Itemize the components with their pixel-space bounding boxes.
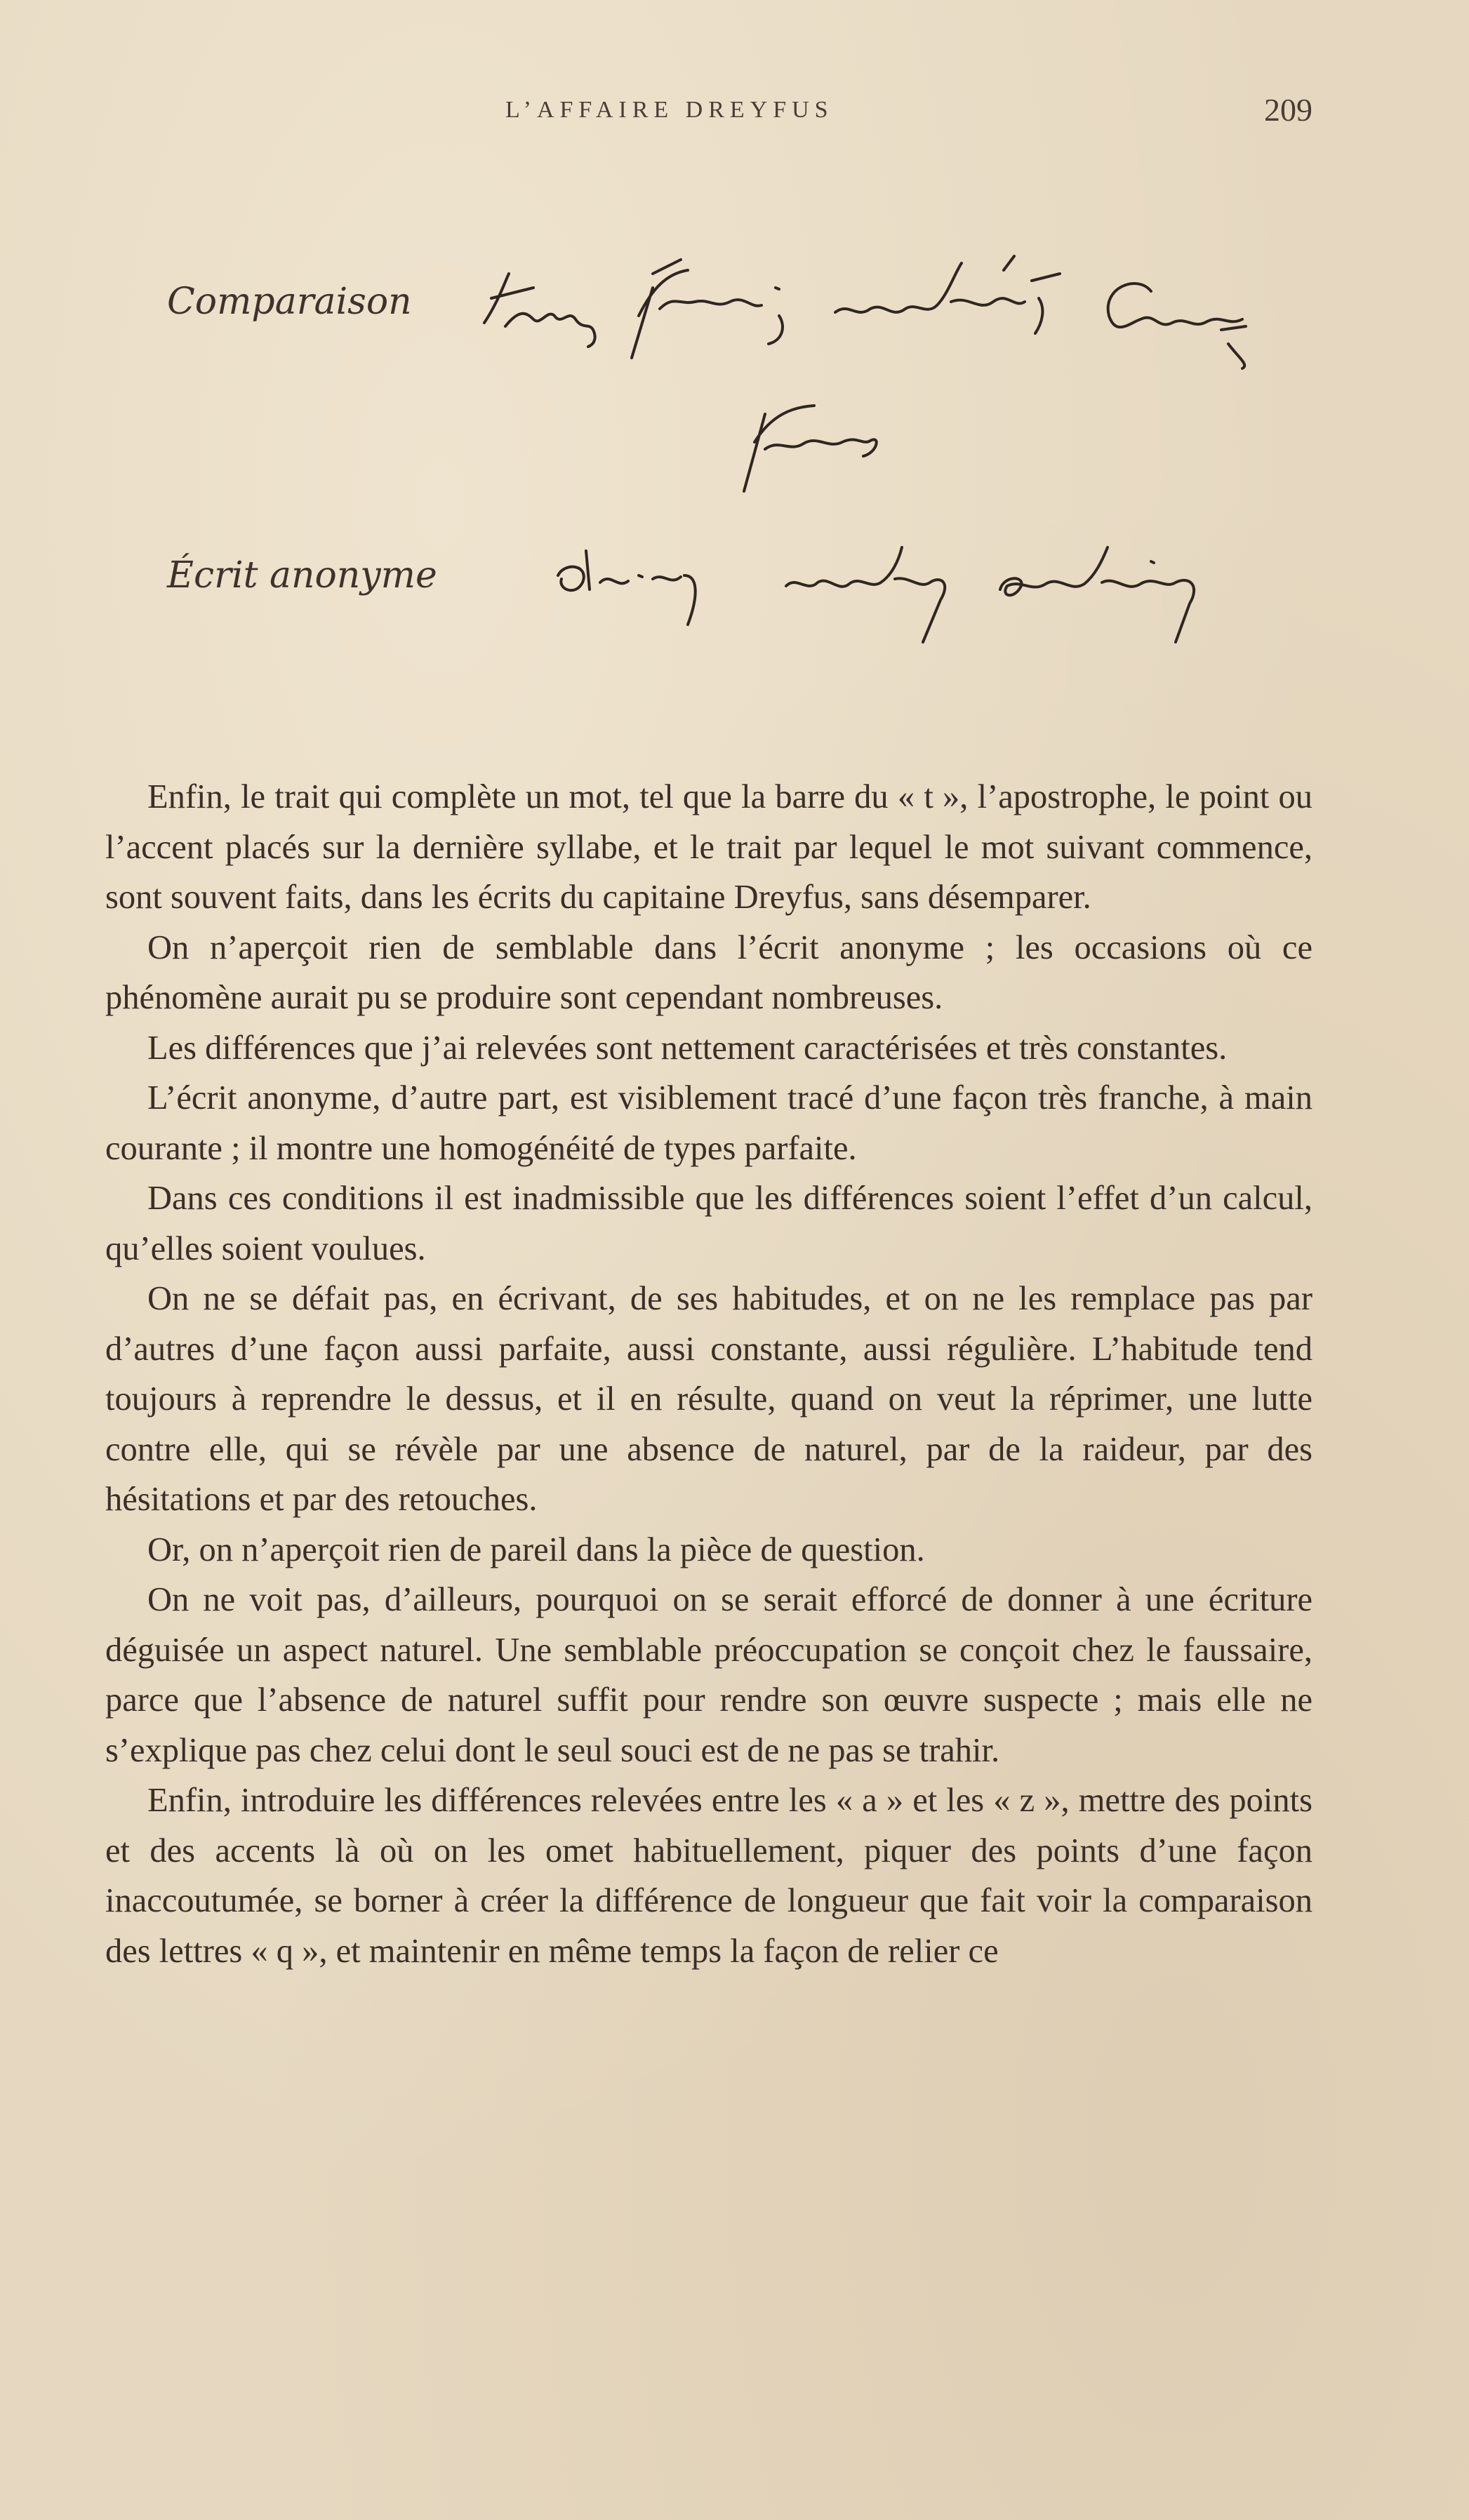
handwriting-sample-comparaison-1 [477,260,604,351]
running-header [105,90,1312,132]
paragraph: On n’aperçoit rien de semblable dans l’écrit anonyme ; les occasions où ce phénomène aurait pu se produire sont cependant nombreuses. [105,928,1312,1016]
handwriting-sample-anonyme-1 [547,533,709,632]
handwriting-sample-comparaison-5 [723,386,898,498]
paragraph: On ne voit pas, d’ailleurs, pourquoi on se serait efforcé de donner à une écriture déguisée un aspect naturel. Une semblable préoccupation se conçoit chez le faussaire, parce que l’absence de naturel suffit pour rendre son œuvre suspecte ; mais elle ne s’explique pas chez celui dont le seul souci est de ne pas se trahir. [105,1581,1312,1769]
paragraph: Enfin, le trait qui complète un mot, tel que la barre du « t », l’apostrophe, le point ou l’accent placés sur la dernière syllabe, et le trait par lequel le mot suivant commence, sont souvent faits, dans les écrits du capitaine Dreyfus, sans désemparer. [105,778,1312,916]
handwriting-sample-comparaison-2 [611,246,800,372]
running-title: L’AFFAIRE DREYFUS [505,97,834,123]
paragraph: Enfin, introduire les différences relevées entre les « a » et les « z », mettre des points et des accents là où on les omet habituellement, piquer des points d’une façon inaccoutumée, se borner à créer la différence de longueur que fait voir la comparaison des lettres « q », et maintenir en même temps la façon de relier ce [105,1782,1312,1970]
page-number: 209 [1264,92,1312,128]
paragraph: Dans ces conditions il est inadmissible que les différences soient l’effet d’un calcul, qu’elles soient voulues. [105,1180,1312,1267]
handwriting-sample-anonyme-2 [779,533,962,646]
paragraph: Les différences que j’ai relevées sont nettement caractérisées et très constantes. [147,1029,1228,1067]
handwriting-comparison [105,232,1334,681]
paragraph: On ne se défait pas, en écrivant, de ses habitudes, et on ne les remplace pas par d’autres d’une façon aussi parfaite, aussi constante, aussi régulière. L’habitude tend toujours à reprendre le dessus, et il en résulte, quand on veut la réprimer, une lutte contre elle, qui se révèle par une absence de naturel, par de la raideur, par des hésitations et par des retouches. [105,1280,1312,1518]
handwriting-sample-anonyme-3 [990,533,1207,646]
body-text [105,772,1312,1976]
ecrit-anonyme-label: Écrit anonyme [167,554,437,596]
handwriting-sample-comparaison-4 [1088,260,1277,372]
comparaison-label: Comparaison [167,281,412,323]
handwriting-sample-comparaison-3 [828,253,1081,344]
paragraph: L’écrit anonyme, d’autre part, est visiblement tracé d’une façon très franche, à main courante ; il montre une homogénéité de types parfaite. [105,1079,1312,1167]
paragraph: Or, on n’aperçoit rien de pareil dans la pièce de question. [147,1531,925,1568]
